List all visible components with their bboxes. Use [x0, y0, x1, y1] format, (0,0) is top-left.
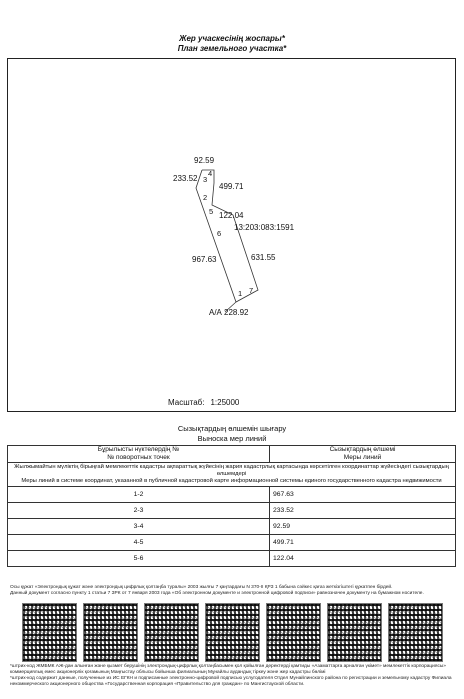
point-6: 6	[217, 229, 222, 238]
header-points-kz: Бұрылысты нүктелердің №	[97, 446, 180, 453]
point-2: 2	[203, 193, 208, 202]
header-lengths-kz: Сызықтардың өлшемі	[329, 446, 396, 453]
point-5: 5	[209, 207, 214, 216]
row-segment: 4-5	[8, 535, 270, 551]
section-title-ru: Выноска мер линий	[197, 434, 267, 443]
scale-value: 1:25000	[210, 398, 240, 407]
length-mid: 122.04	[219, 211, 244, 220]
table-row	[8, 487, 456, 503]
row-length: 233.52	[270, 503, 456, 519]
row-length: 122.04	[270, 551, 456, 567]
row-length: 92.59	[270, 519, 456, 535]
table-row	[8, 551, 456, 567]
length-left-upper: 233.52	[173, 174, 198, 183]
length-right-long: 631.55	[251, 253, 276, 262]
barcode-footnote	[10, 664, 454, 688]
section-title-kz: Сызықтардың өлшемін шығару	[177, 424, 287, 433]
legal-note-kz: Осы құжат «Электрондық құжат және электрондық цифрлық қолтаңба туралы» 2003 жылғы 7 қаңтардағы N 370-II ҚРЗ 1 бабына сәйкес қағаз жеткізгіштегі құжатпен бірдей.	[10, 585, 393, 590]
table-row	[8, 535, 456, 551]
point-3: 3	[203, 175, 208, 184]
plan-title-kz: Жер учаскесінің жоспары*	[179, 34, 285, 43]
barcode-3	[144, 603, 199, 662]
header-lengths-ru: Меры линий	[343, 454, 382, 461]
plan-title-ru: План земельного участка*	[177, 44, 287, 53]
table-note-ru: Меры линий в системе координат, указанной в публичной кадастровой карте информационной системы единого государственного кадастра недвижимости	[21, 478, 442, 484]
barcode-footnote-ru: *штрих-код содержит данные, полученные из ИС ЕГКН и подписанные электронно-цифровой подписью услугодателя Отдел Мунайлинского района по регистрации и земельному кадастру Филиала некоммерческого акционерного общества «Государственная корпорация «Правительство для граждан» по Мангистауской области.	[10, 676, 452, 687]
barcode-7	[388, 603, 443, 662]
line-measurements-table	[7, 445, 456, 567]
length-right-upper: 499.71	[219, 182, 244, 191]
length-left-long: 967.63	[192, 255, 217, 264]
legal-note-ru: Данный документ согласно пункту 1 статьи 7 ЗРК от 7 января 2003 года «Об электронном документе и электронной цифровой подписи» равнозначен документу на бумажном носителе.	[10, 591, 424, 596]
row-segment: 2-3	[8, 503, 270, 519]
table-row	[8, 519, 456, 535]
start-label: А/А	[209, 308, 222, 317]
table-note-kz: Жылжымайтын мүліктің бірыңғай мемлекеттік кадастры ақпараттық жүйесінің жария кадастрлық картасында көрсетілген координаттар жүйесіндегі сызықтардың өлшемдері	[14, 464, 449, 477]
barcode-5	[266, 603, 321, 662]
barcode-6	[327, 603, 382, 662]
row-length: 967.63	[270, 487, 456, 503]
table-header	[8, 446, 456, 463]
barcode-4	[205, 603, 260, 662]
header-points-ru: № поворотных точек	[107, 454, 170, 461]
point-1: 1	[238, 289, 243, 298]
table-row	[8, 503, 456, 519]
table-note	[8, 463, 456, 487]
cadastral-number: 13:203:083:1591	[234, 223, 295, 232]
table-note-row	[8, 463, 456, 487]
barcode-footnote-kz: *штрих-код ЖМБМК АЖ-дан алынған және қызмет берушінің электрондық-цифрлық қолтаңбасымен қол қойылған деректерді қамтиды «Азаматтарға арналған үкімет» мемлекеттік корпорациясы» коммерциялық емес акционерлік қоғамының Маңғыстау облысы бойынша филиалының Мұнайлы аудандық тіркеу және жер кадастры бөлімі	[10, 664, 446, 675]
barcode-2	[83, 603, 138, 662]
scale-label: Масштаб:	[168, 398, 205, 407]
row-segment: 5-6	[8, 551, 270, 567]
point-7: 7	[249, 286, 254, 295]
row-segment: 1-2	[8, 487, 270, 503]
barcode-1	[22, 603, 77, 662]
point-4: 4	[208, 169, 213, 178]
header-points	[8, 446, 270, 463]
row-length: 499.71	[270, 535, 456, 551]
scale	[168, 398, 245, 407]
length-top: 92.59	[194, 156, 215, 165]
length-bottom: 228.92	[224, 308, 249, 317]
row-segment: 3-4	[8, 519, 270, 535]
header-lengths	[270, 446, 456, 463]
legal-note	[10, 585, 454, 597]
